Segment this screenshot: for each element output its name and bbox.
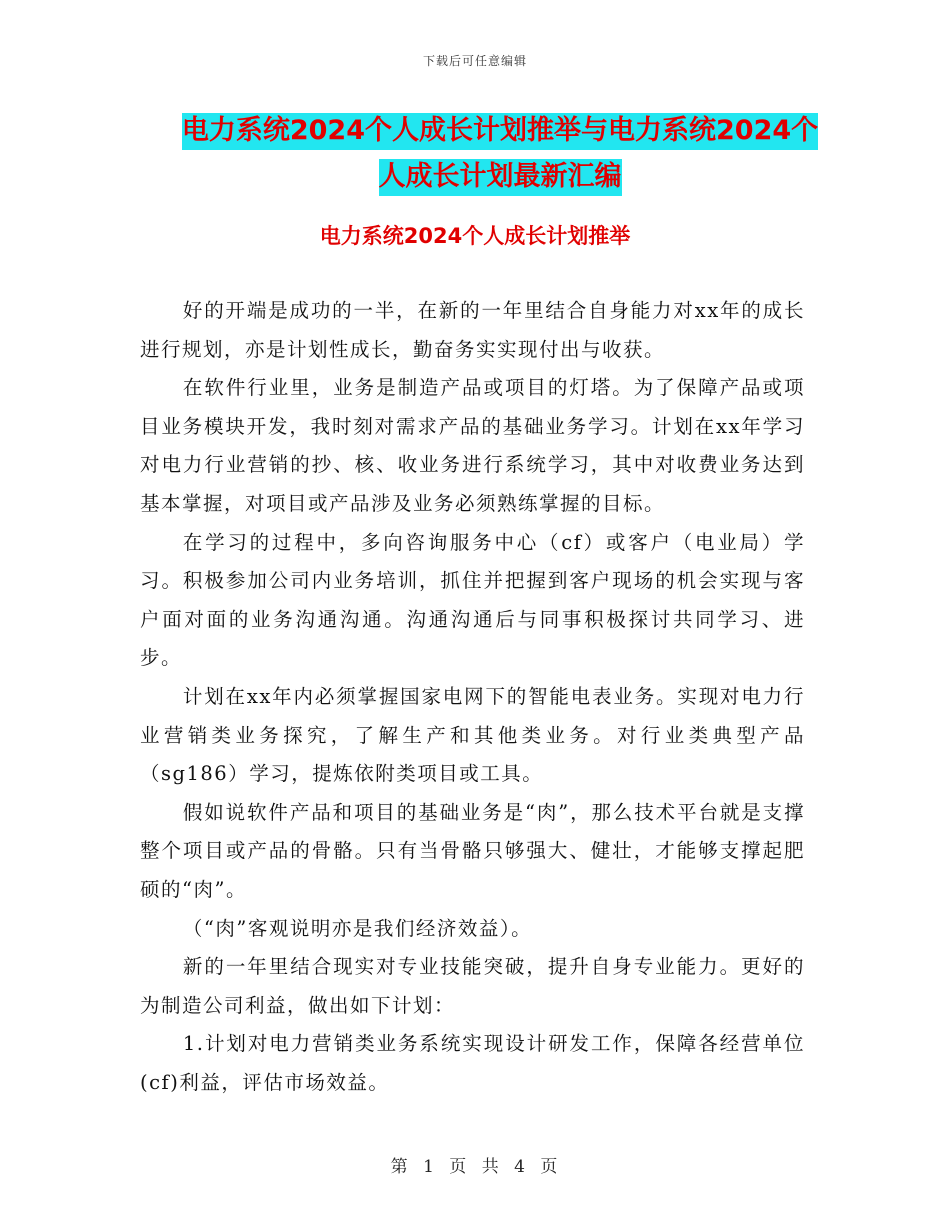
paragraph: 在学习的过程中，多向咨询服务中心（cf）或客户（电业局）学习。积极参加公司内业务培训，抓住并把握到客户现场的机会实现与客户面对面的业务沟通沟通。沟通沟通后与同事积极探讨共同学习、进步。 (140, 530, 805, 670)
paragraph: 新的一年里结合现实对专业技能突破，提升自身专业能力。更好的为制造公司利益，做出如下计划： (140, 955, 805, 1017)
document-title-line-2: 人成长计划最新汇编 (379, 159, 622, 196)
paragraph: 在软件行业里，业务是制造产品或项目的灯塔。为了保障产品或项目业务模块开发，我时刻对需求产品的基础业务学习。计划在xx年学习对电力行业营销的抄、核、收业务进行系统学习，其中对收费业务达到基本掌握，对项目或产品涉及业务必须熟练掌握的目标。 (140, 376, 805, 515)
document-title-line-1: 电力系统2024个人成长计划推举与电力系统2024个 (182, 113, 818, 150)
section-title: 电力系统2024个人成长计划推举 (319, 224, 631, 248)
paragraph: 好的开端是成功的一半，在新的一年里结合自身能力对xx年的成长进行规划，亦是计划性成长，勤奋务实实现付出与收获。 (140, 299, 805, 361)
paragraph: 计划在xx年内必须掌握国家电网下的智能电表业务。实现对电力行业营销类业务探究，了解生产和其他类业务。对行业类典型产品（sg186）学习，提炼依附类项目或工具。 (140, 684, 805, 786)
paragraph: （“肉”客观说明亦是我们经济效益）。 (182, 916, 533, 940)
page-number-footer: 第 1 页 共 4 页 (390, 1157, 560, 1177)
paragraph: 假如说软件产品和项目的基础业务是“肉”，那么技术平台就是支撑整个项目或产品的骨骼。只有当骨骼只够强大、健壮，才能够支撑起肥硕的“肉”。 (140, 800, 805, 901)
document-body (140, 292, 805, 1102)
paragraph: 1.计划对电力营销类业务系统实现设计研发工作，保障各经营单位(cf)利益，评估市场效益。 (140, 1032, 805, 1094)
document-title (140, 108, 860, 200)
page-header-note: 下载后可任意编辑 (422, 54, 527, 68)
